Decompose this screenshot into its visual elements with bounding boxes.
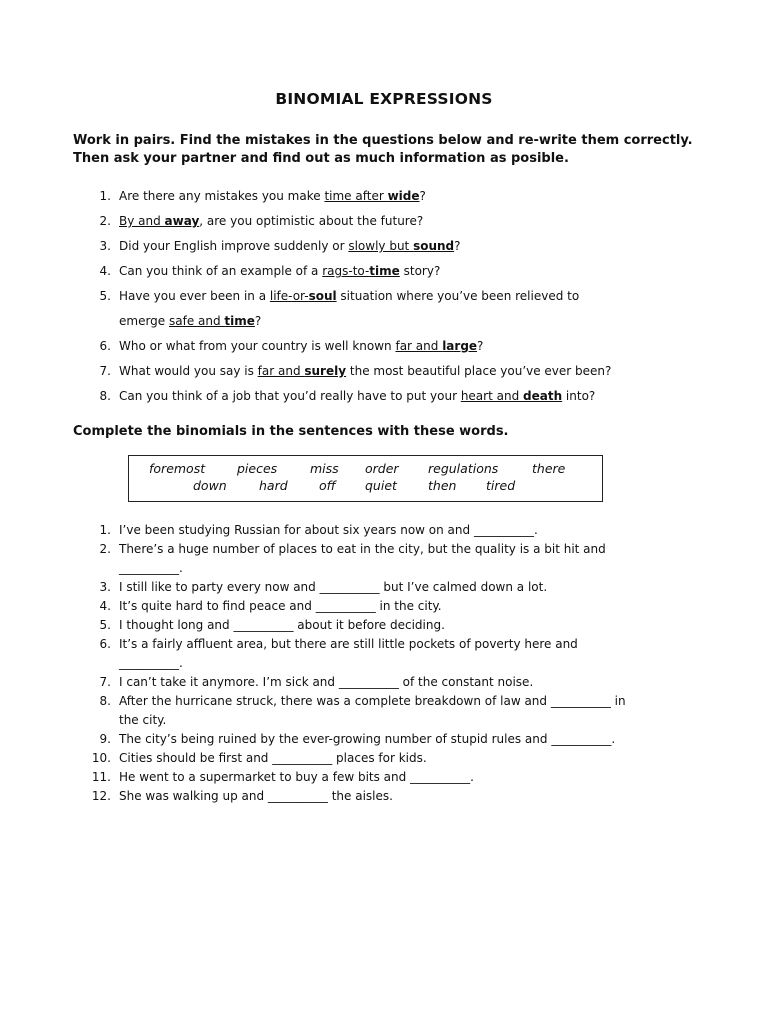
binomial-start: far and: [395, 339, 443, 353]
text-after: situation where you’ve been relieved to: [336, 289, 580, 303]
binomial-phrase: [348, 239, 454, 253]
sentence-text: I’ve been studying Russian for about six years now on and __________.: [119, 523, 538, 537]
sentence-item: [73, 768, 713, 787]
sentence-item: [73, 578, 713, 597]
word: quiet: [365, 478, 397, 493]
question-item: [73, 234, 713, 259]
word: hard: [259, 478, 288, 493]
sentence-item: [73, 711, 713, 730]
binomial-phrase: [169, 314, 255, 328]
word: tired: [486, 478, 516, 493]
binomial-phrase: [119, 214, 199, 228]
text-after: into?: [562, 389, 596, 403]
item-number: [73, 309, 119, 334]
text-after: the most beautiful place you’ve ever been?: [346, 364, 612, 378]
text-before: Did your English improve suddenly or: [119, 239, 349, 253]
question-text: [119, 384, 713, 409]
text-before: Have you ever been in a: [119, 289, 270, 303]
sentence-item: [73, 654, 713, 673]
sentence-text: I still like to party every now and __________ but I’ve calmed down a lot.: [119, 580, 548, 594]
sentence-item: [73, 635, 713, 654]
word: then: [428, 478, 457, 493]
text-after: , are you optimistic about the future?: [199, 214, 424, 228]
text-after: ?: [454, 239, 461, 253]
text-after: ?: [477, 339, 484, 353]
item-number: 1.: [99, 523, 111, 537]
item-number: 8.: [99, 389, 111, 403]
question-text: [119, 259, 713, 284]
item-number: 9.: [99, 732, 111, 746]
binomial-phrase: [324, 189, 419, 203]
question-item: [73, 359, 713, 384]
binomial-mistake: time: [224, 314, 255, 328]
question-item: [73, 259, 713, 284]
word-row: [129, 461, 602, 478]
sentence-text: Cities should be first and __________ places for kids.: [119, 751, 427, 765]
sentence-item: [73, 673, 713, 692]
item-number: [73, 559, 119, 578]
question-text: [119, 284, 713, 309]
sentence-text: She was walking up and __________ the aisles.: [119, 789, 393, 803]
word-box: [128, 455, 603, 502]
word: miss: [310, 461, 339, 476]
binomial-phrase: [395, 339, 477, 353]
sentence-item: [73, 730, 713, 749]
item-number: 2.: [99, 214, 111, 228]
binomial-phrase: [258, 364, 346, 378]
text-before: emerge: [119, 314, 169, 328]
binomial-phrase: [270, 289, 337, 303]
sentence-item: [73, 692, 713, 711]
binomial-mistake: time: [369, 264, 400, 278]
text-before: What would you say is: [119, 364, 258, 378]
sentence-list: [73, 521, 713, 806]
text-before: Can you think of a job that you’d really have to put your: [119, 389, 461, 403]
item-number: 2.: [99, 542, 111, 556]
sentence-text: I thought long and __________ about it before deciding.: [119, 618, 445, 632]
item-number: 1.: [99, 189, 111, 203]
page-title: BINOMIAL EXPRESSIONS: [275, 90, 493, 108]
sentence-text: The city’s being ruined by the ever-growing number of stupid rules and __________.: [119, 732, 616, 746]
item-number: [73, 654, 119, 673]
text-before: Are there any mistakes you make: [119, 189, 325, 203]
binomial-start: slowly but: [348, 239, 414, 253]
binomial-start: life-or-: [269, 289, 309, 303]
question-item: [73, 309, 713, 334]
item-number: 3.: [99, 239, 111, 253]
sentence-text: After the hurricane struck, there was a complete breakdown of law and __________ in: [119, 694, 626, 708]
binomial-mistake: surely: [304, 364, 347, 378]
question-text: [119, 184, 713, 209]
question-text: [119, 209, 713, 234]
binomial-mistake: away: [164, 214, 200, 228]
item-number: 6.: [99, 637, 111, 651]
sentence-item: [73, 559, 713, 578]
item-number: 5.: [99, 289, 111, 303]
word-row: [129, 478, 602, 495]
word: down: [193, 478, 227, 493]
question-item: [73, 384, 713, 409]
word: off: [319, 478, 336, 493]
sentence-text: It’s quite hard to find peace and __________ in the city.: [119, 599, 442, 613]
sentence-text: __________.: [119, 656, 183, 670]
word: pieces: [237, 461, 278, 476]
item-number: [73, 711, 119, 730]
binomial-mistake: death: [523, 389, 563, 403]
item-number: 11.: [91, 770, 111, 784]
word: there: [532, 461, 566, 476]
item-number: 3.: [99, 580, 111, 594]
text-after: ?: [254, 314, 262, 328]
sentence-text: __________.: [119, 561, 183, 575]
binomial-phrase: [322, 264, 400, 278]
word: regulations: [428, 461, 499, 476]
question-text: [119, 234, 713, 259]
sentence-item: [73, 540, 713, 559]
sentence-text: He went to a supermarket to buy a few bits and __________.: [119, 770, 474, 784]
text-before: Can you think of an example of a: [119, 264, 323, 278]
instructions: Work in pairs. Find the mistakes in the questions below and re-write them correctly. Then ask your partner and find out as much information as posible.: [73, 133, 693, 166]
sentence-text: I can’t take it anymore. I’m sick and __________ of the constant noise.: [119, 675, 534, 689]
binomial-start: heart and: [460, 389, 523, 403]
sentence-item: [73, 616, 713, 635]
item-number: 7.: [99, 364, 111, 378]
question-item: [73, 334, 713, 359]
sentence-item: [73, 749, 713, 768]
sentence-item: [73, 521, 713, 540]
binomial-mistake: wide: [387, 189, 420, 203]
text-before: Who or what from your country is well known: [119, 339, 396, 353]
text-after: ?: [419, 189, 426, 203]
binomial-mistake: soul: [308, 289, 337, 303]
text-after: story?: [399, 264, 441, 278]
question-text: [119, 309, 713, 334]
item-number: 6.: [99, 339, 111, 353]
question-item: [73, 284, 713, 309]
sentence-item: [73, 787, 713, 806]
item-number: 8.: [99, 694, 111, 708]
sentence-item: [73, 597, 713, 616]
item-number: 4.: [99, 264, 111, 278]
section-heading: Complete the binomials in the sentences with these words.: [73, 424, 509, 439]
question-text: [119, 334, 713, 359]
binomial-start: far and: [257, 364, 305, 378]
sentence-text: There’s a huge number of places to eat in the city, but the quality is a bit hit and: [119, 542, 606, 556]
item-number: 4.: [99, 599, 111, 613]
word: foremost: [149, 461, 206, 476]
binomial-start: time after: [324, 189, 388, 203]
question-text: [119, 359, 713, 384]
item-number: 12.: [91, 789, 111, 803]
binomial-mistake: sound: [413, 239, 455, 253]
binomial-start: rags-to-: [322, 264, 370, 278]
question-item: [73, 184, 713, 209]
item-number: 5.: [99, 618, 111, 632]
binomial-mistake: large: [442, 339, 478, 353]
question-list: [73, 184, 713, 409]
binomial-start: safe and: [169, 314, 225, 328]
binomial-phrase: [461, 389, 562, 403]
question-item: [73, 209, 713, 234]
binomial-start: By and: [119, 214, 165, 228]
sentence-text: the city.: [119, 713, 167, 727]
word: order: [365, 461, 399, 476]
item-number: 10.: [91, 751, 111, 765]
item-number: 7.: [99, 675, 111, 689]
sentence-text: It’s a fairly affluent area, but there are still little pockets of poverty here and: [119, 637, 578, 651]
